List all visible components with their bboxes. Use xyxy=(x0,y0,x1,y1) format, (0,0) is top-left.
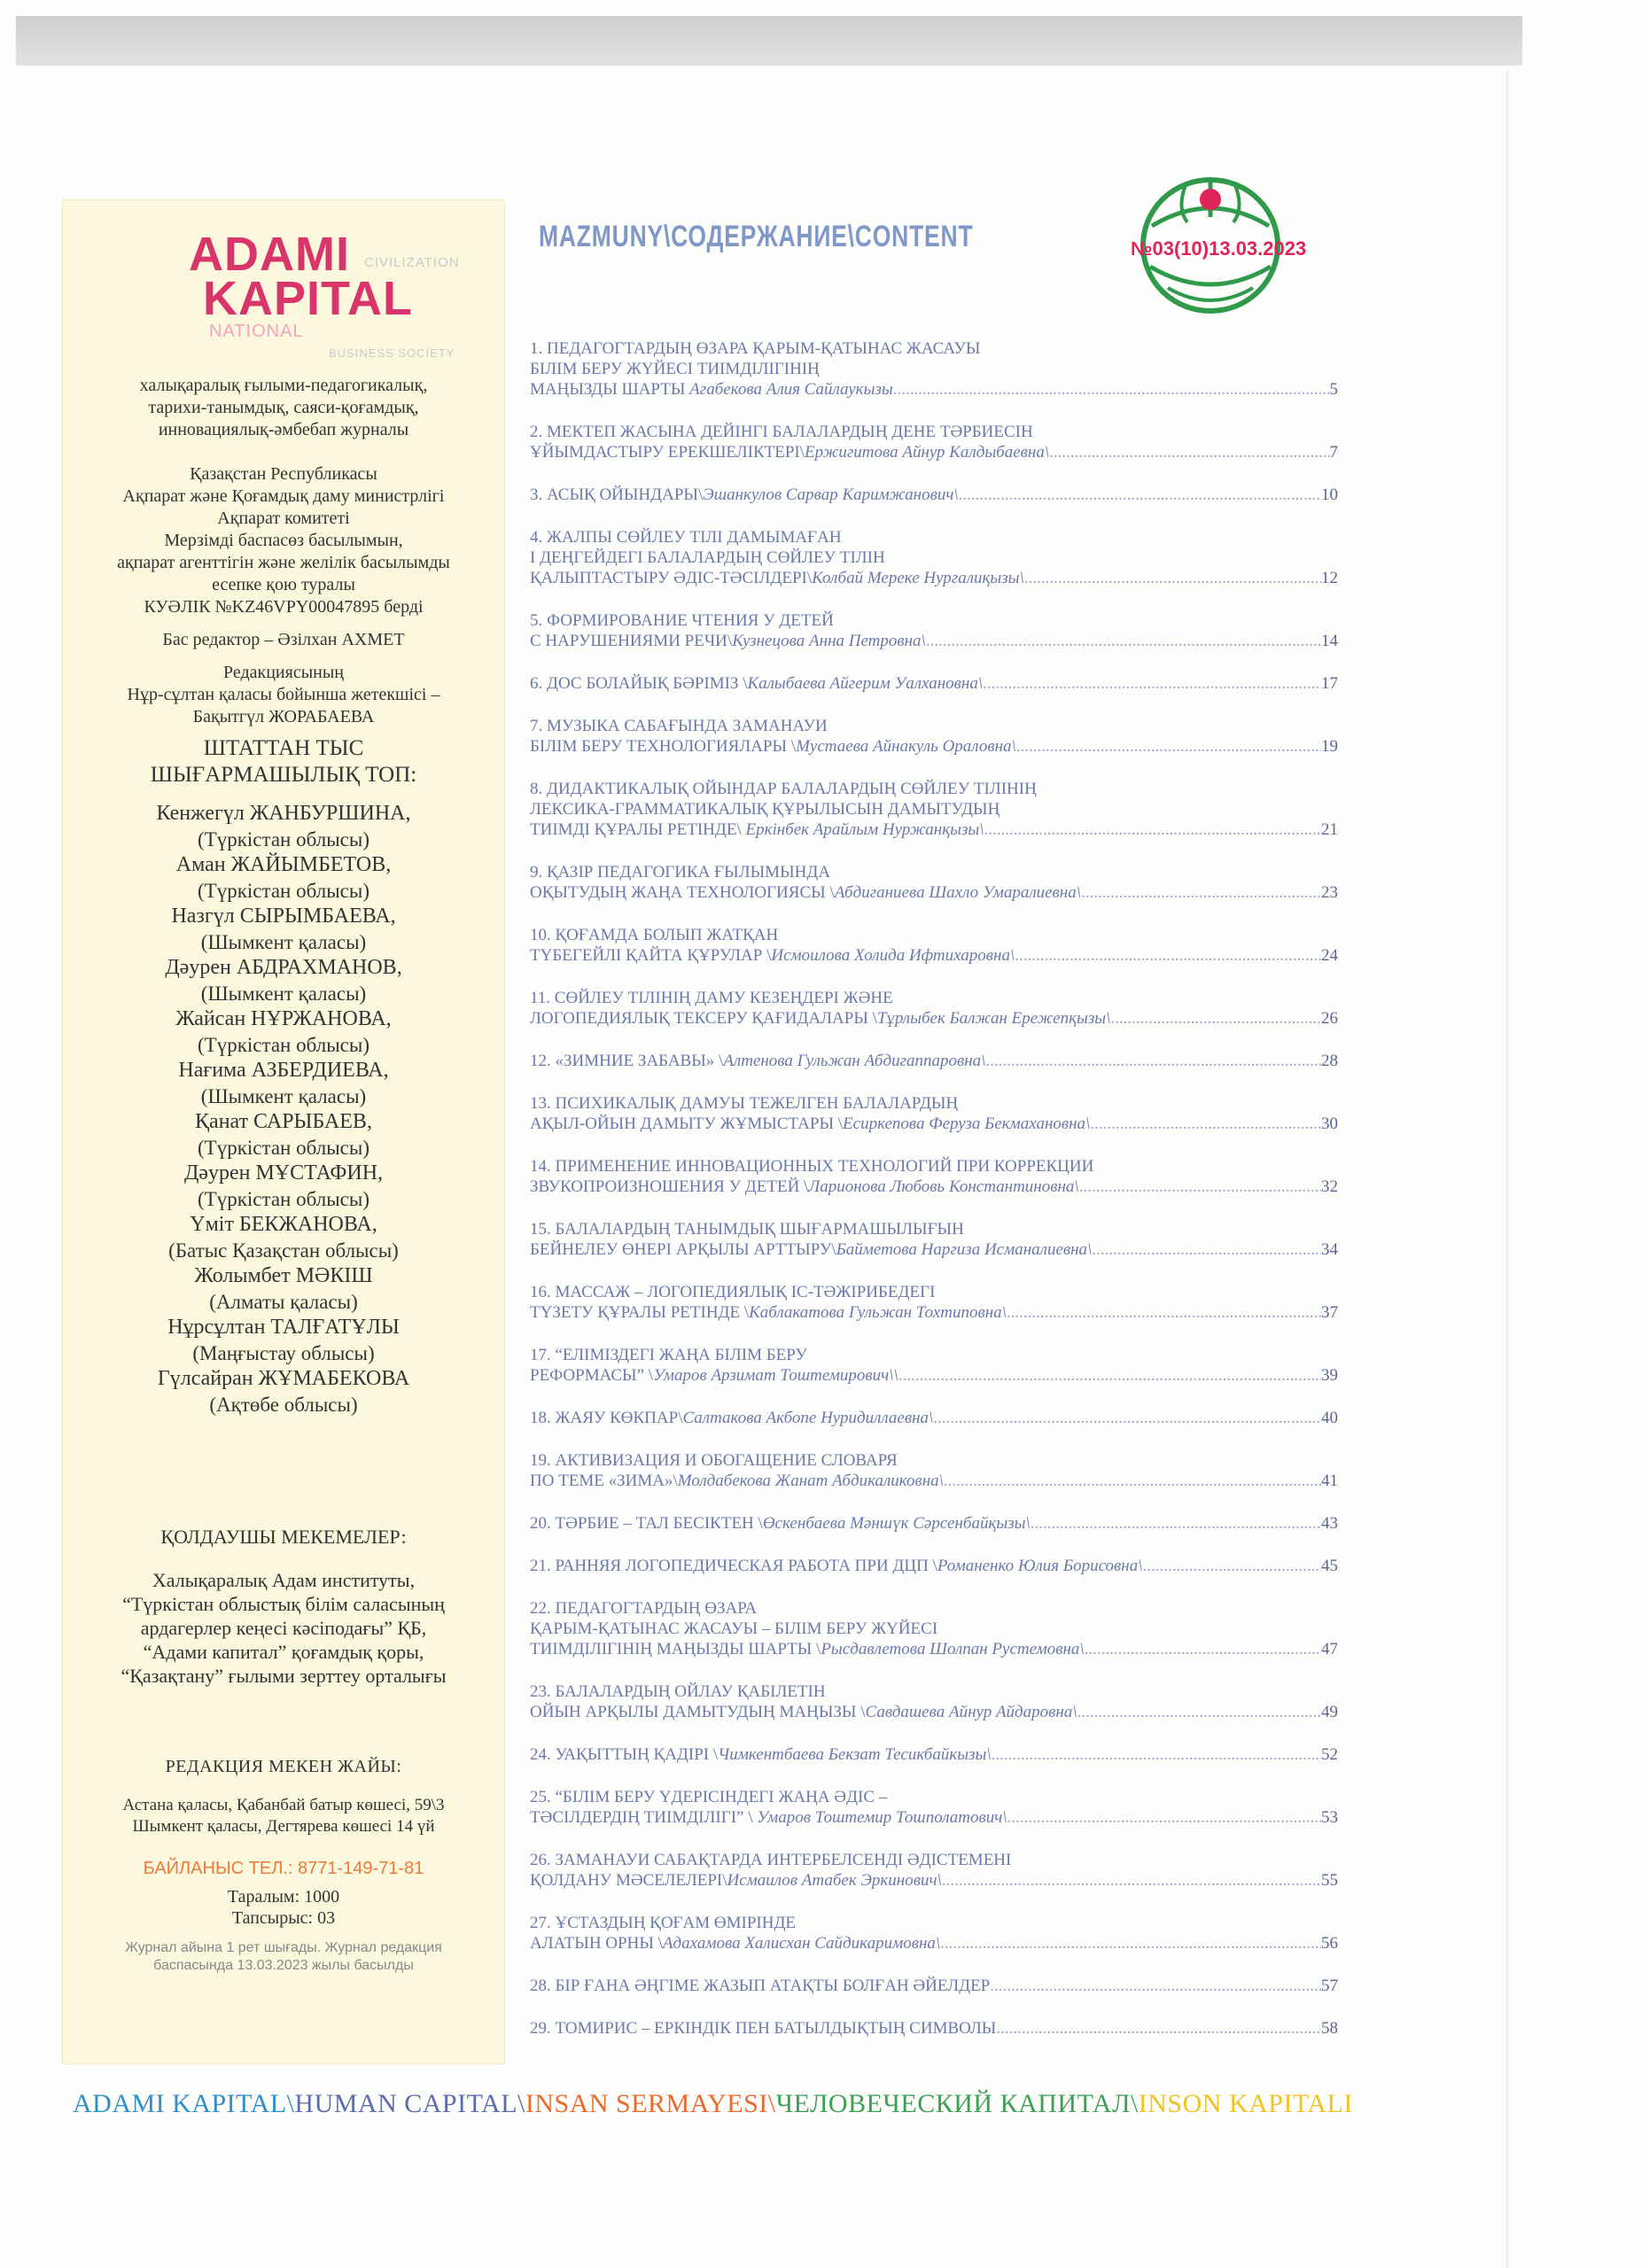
toc-leader-dots xyxy=(1143,1556,1322,1576)
toc-leader-dots xyxy=(996,2018,1321,2039)
toc-page-number: 12 xyxy=(1321,569,1338,587)
toc-leader-dots xyxy=(985,1051,1321,1071)
toc-title-end: 24. УАҚЫТТЫҢ ҚАДІРІ \ xyxy=(530,1745,719,1764)
toc-title-line: 27. ҰСТАЗДЫҢ ҚОҒАМ ӨМІРІНДЕ xyxy=(530,1914,797,1932)
toc-page-number: 10 xyxy=(1321,485,1338,504)
member-region: (Маңғыстау облысы) xyxy=(192,1342,375,1364)
toc-page-number: 55 xyxy=(1321,1871,1338,1890)
logo-adami: ADAMI xyxy=(189,228,350,281)
member-name: Назгүл СЫРЫМБАЕВА, xyxy=(171,905,396,928)
ministry-line: Қазақстан Республикасы xyxy=(190,464,377,484)
toc-leader-dots xyxy=(1092,1239,1321,1260)
member-name: Дәурен МҰСТАФИН, xyxy=(183,1161,384,1184)
member-region: (Түркістан облысы) xyxy=(198,880,369,902)
toc-final-line xyxy=(530,1702,1338,1722)
toc-author: Ержигитова Айнур Калдыбаевна\ xyxy=(805,443,1050,462)
ministry-line: ақпарат агенттігін және желілік басылымды xyxy=(117,553,450,572)
toc-entry[interactable] xyxy=(530,1976,1338,1996)
member-name: Қанат САРЫБАЕВ, xyxy=(195,1110,372,1133)
toc-page-number: 21 xyxy=(1321,820,1338,839)
representative-line: Редакциясының xyxy=(222,663,344,682)
toc-author: Калыбаева Айгерим Уалхановна\ xyxy=(747,674,984,693)
toc-title-end: ТИІМДІЛІГІНІҢ МАҢЫЗДЫ ШАРТЫ \ xyxy=(530,1640,821,1658)
supporter-line: “Қазақтану” ғылыми зерттеу орталығы xyxy=(121,1665,447,1687)
representative-line: Нұр-сұлтан қаласы бойынша жетекшісі – xyxy=(127,685,440,704)
toc-title-end: 28. БІР ҒАНА ӘҢГІМЕ ЖАЗЫП АТАҚТЫ БОЛҒАН ӘЙЕЛДЕР xyxy=(530,1977,991,1995)
group-title-line: ШЫҒАРМАШЫЛЫҚ ТОП: xyxy=(150,763,417,787)
creative-group-title xyxy=(63,735,504,788)
toc-entry[interactable] xyxy=(530,1913,1338,1953)
toc-page-number: 37 xyxy=(1321,1303,1338,1322)
member-region: (Алматы қаласы) xyxy=(209,1291,358,1313)
member-name: Жайсан НҰРЖАНОВА, xyxy=(175,1007,392,1030)
publication-note xyxy=(63,1939,504,1975)
toc-page-number: 34 xyxy=(1321,1240,1338,1259)
toc-author: Каблакатова Гульжан Тохтиповна\ xyxy=(749,1303,1007,1322)
supporter-line: “Адами капитал” қоғамдық қоры, xyxy=(143,1641,424,1663)
toc-final-line xyxy=(530,1177,1338,1197)
toc-leader-dots xyxy=(926,631,1321,651)
address-line: Астана қаласы, Қабанбай батыр көшесі, 59\3 xyxy=(122,1796,445,1814)
toc-final-line xyxy=(530,1051,1338,1071)
member-region: (Түркістан облысы) xyxy=(198,828,369,850)
note-line: Журнал айына 1 рет шығады. Журнал редакция xyxy=(125,1940,442,1955)
toc-title-line: 2. МЕКТЕП ЖАСЫНА ДЕЙІНГІ БАЛАЛАРДЫҢ ДЕНЕ ТӘРБИЕСІН xyxy=(530,423,1033,441)
footer-segment: ADAMI KAPITAL\ xyxy=(73,2089,295,2118)
journal-description xyxy=(63,375,504,441)
supporters-title: ҚОЛДАУШЫ МЕКЕМЕЛЕР: xyxy=(160,1526,407,1548)
toc-final-line xyxy=(530,1976,1338,1996)
toc-page-number: 28 xyxy=(1321,1052,1338,1070)
address-line: Шымкент қаласы, Дегтярева көшесі 14 үй xyxy=(132,1817,435,1836)
toc-author: Умаров Тоштемир Тошполатович\ xyxy=(757,1808,1007,1827)
member-region: (Батыс Қазақстан облысы) xyxy=(168,1239,399,1262)
toc-final-line xyxy=(530,568,1338,588)
footer-segment: INSAN SERMAYESI\ xyxy=(525,2089,776,2118)
toc-title-line: 8. ДИДАКТИКАЛЫҚ ОЙЫНДАР БАЛАЛАРДЫҢ СӨЙЛЕУ ТІЛІНІҢ xyxy=(530,780,1037,798)
toc-entry[interactable] xyxy=(530,610,1338,651)
circulation: Таралым: 1000 xyxy=(227,1887,340,1907)
toc-title-end: 6. ДОС БОЛАЙЫҚ БӘРІМІЗ \ xyxy=(530,674,748,693)
toc-author: Умаров Арзимат Тоштемирович\\ xyxy=(653,1366,898,1385)
toc-title-line: 16. МАССАЖ – ЛОГОПЕДИЯЛЫҚ ІС-ТӘЖІРИБЕДЕГІ xyxy=(530,1283,936,1301)
toc-author: Исмаилов Атабек Эркинович\ xyxy=(727,1871,942,1890)
toc-entry[interactable] xyxy=(530,1450,1338,1491)
toc-title-end: ҚАЛЫПТАСТЫРУ ӘДІС-ТӘСІЛДЕРІ\ xyxy=(530,569,813,587)
toc-title-line: 5. ФОРМИРОВАНИЕ ЧТЕНИЯ У ДЕТЕЙ xyxy=(530,611,834,630)
toc-entry[interactable] xyxy=(530,1850,1338,1891)
toc-title-end: ТҮБЕГЕЙЛІ ҚАЙТА ҚҰРУЛАР \ xyxy=(530,946,772,965)
toc-title-line: 13. ПСИХИКАЛЫҚ ДАМУЫ ТЕЖЕЛГЕН БАЛАЛАРДЫҢ xyxy=(530,1094,959,1113)
toc-author: Мустаева Айнакуль Ораловна\ xyxy=(796,737,1016,756)
supporter-line: Халықаралық Адам институты, xyxy=(152,1569,416,1591)
toc-final-line xyxy=(530,2018,1338,2039)
logo-civilization: CIVILIZATION xyxy=(364,255,460,270)
contents-heading: MAZMUNY\СОДЕРЖАНИЕ\CONTENT xyxy=(539,220,974,253)
toc-author: Агабекова Алия Сайлаукызы xyxy=(689,380,893,399)
toc-leader-dots xyxy=(944,1471,1321,1491)
toc-leader-dots xyxy=(1049,442,1329,462)
toc-title-end: ТҮЗЕТУ ҚҰРАЛЫ РЕТІНДЕ \ xyxy=(530,1303,750,1322)
toc-title-line: 10. ҚОҒАМДА БОЛЫП ЖАТҚАН xyxy=(530,926,779,944)
toc-page-number: 30 xyxy=(1321,1115,1338,1133)
toc-title-line: 19. АКТИВИЗАЦИЯ И ОБОГАЩЕНИЕ СЛОВАРЯ xyxy=(530,1451,898,1470)
sidebar xyxy=(62,199,505,2064)
toc-final-line xyxy=(530,1471,1338,1491)
toc-title-line: 4. ЖАЛПЫ СӨЙЛЕУ ТІЛІ ДАМЫМАҒАН xyxy=(530,528,842,547)
toc-page-number: 57 xyxy=(1321,1977,1338,1995)
representative-line: Бақытгүл ЖОРАБАЕВА xyxy=(192,707,375,726)
toc-final-line xyxy=(530,1408,1338,1428)
toc-page-number: 41 xyxy=(1321,1472,1338,1490)
toc-entry[interactable] xyxy=(530,988,1338,1029)
scan-border xyxy=(16,16,1522,66)
toc-title-line: ҚАРЫМ-ҚАТЫНАС ЖАСАУЫ – БІЛІМ БЕРУ ЖҮЙЕСІ xyxy=(530,1619,938,1638)
toc-page-number: 14 xyxy=(1321,632,1338,650)
toc-page-number: 17 xyxy=(1321,674,1338,693)
toc-entry[interactable] xyxy=(530,1744,1338,1765)
toc-page-number: 58 xyxy=(1321,2019,1338,2038)
member-region: (Шымкент қаласы) xyxy=(200,931,367,953)
toc-final-line xyxy=(530,1870,1338,1891)
toc-final-line xyxy=(530,631,1338,651)
toc-title-end: 18. ЖАЯУ КӨКПАР\ xyxy=(530,1409,683,1427)
toc-title-line: 15. БАЛАЛАРДЫҢ ТАНЫМДЫҚ ШЫҒАРМАШЫЛЫҒЫН xyxy=(530,1220,964,1239)
toc-author: Адахамова Халисхан Сайдикаримовна\ xyxy=(662,1934,941,1953)
journal-description-line: тарихи-танымдық, саяси-қоғамдық, xyxy=(148,398,419,417)
toc-final-line xyxy=(530,819,1338,840)
toc-leader-dots xyxy=(1007,1302,1321,1323)
journal-logo xyxy=(63,200,504,364)
note-line: баспасында 13.03.2023 жылы басылды xyxy=(153,1958,414,1973)
journal-description-line: халықаралық ғылыми-педагогикалық, xyxy=(139,376,428,395)
member-name: Дәурен АБДРАХМАНОВ, xyxy=(165,956,402,979)
toc-entry[interactable] xyxy=(530,1093,1338,1134)
toc-entry[interactable] xyxy=(530,779,1338,840)
toc-final-line xyxy=(530,945,1338,966)
toc-author: Өскенбаева Мәншүк Сәрсенбайқызы\ xyxy=(762,1514,1031,1533)
toc-page-number: 40 xyxy=(1321,1409,1338,1427)
toc-author: Исмоилова Холида Ифтихаровна\ xyxy=(771,946,1015,965)
footer-segment: HUMAN CAPITAL\ xyxy=(294,2089,525,2118)
toc-entry[interactable] xyxy=(530,1408,1338,1428)
toc-entry[interactable] xyxy=(530,925,1338,966)
toc-final-line xyxy=(530,1639,1338,1659)
toc-title-end: 29. ТОМИРИС – ЕРКІНДІК ПЕН БАТЫЛДЫҚТЫҢ СИМВОЛЫ xyxy=(530,2019,997,2038)
member-region: (Түркістан облысы) xyxy=(198,1188,369,1210)
toc-title-end: 3. АСЫҚ ОЙЫНДАРЫ\ xyxy=(530,485,704,504)
member-name: Үміт БЕКЖАНОВА, xyxy=(190,1213,377,1236)
member-name: Гүлсайран ЖҰМАБЕКОВА xyxy=(157,1367,410,1390)
creative-group-members xyxy=(63,801,504,1418)
regional-representative xyxy=(63,662,504,728)
toc-page-number: 39 xyxy=(1321,1366,1338,1385)
toc-author: Савдашева Айнур Айдаровна\ xyxy=(865,1703,1077,1721)
toc-title-line: 26. ЗАМАНАУИ САБАҚТАРДА ИНТЕРБЕЛСЕНДІ ӘДІСТЕМЕНІ xyxy=(530,1851,1012,1869)
toc-author: Алтенова Гульжан Абдигаппаровна\ xyxy=(723,1052,986,1070)
toc-title-end: ОЙЫН АРҚЫЛЫ ДАМЫТУДЫҢ МАҢЫЗЫ \ xyxy=(530,1703,866,1721)
toc-leader-dots xyxy=(1110,1008,1321,1029)
toc-page-number: 5 xyxy=(1329,380,1338,399)
member-region: (Ақтөбе облысы) xyxy=(209,1394,358,1416)
toc-leader-dots xyxy=(1090,1114,1321,1134)
ministry-registration xyxy=(63,463,504,618)
toc-page-number: 19 xyxy=(1321,737,1338,756)
toc-leader-dots xyxy=(893,379,1330,400)
toc-final-line xyxy=(530,736,1338,757)
footer-segment: INSON KAPITALI xyxy=(1138,2089,1353,2118)
toc-title-line: 7. МУЗЫКА САБАҒЫНДА ЗАМАНАУИ xyxy=(530,717,828,735)
toc-title-end: ОҚЫТУДЫҢ ЖАҢА ТЕХНОЛОГИЯСЫ \ xyxy=(530,883,835,902)
member-name: Нағима АЗБЕРДИЕВА, xyxy=(178,1059,389,1082)
contact-phone: БАЙЛАНЫС ТЕЛ.: 8771-149-71-81 xyxy=(143,1859,424,1878)
logo-national: NATIONAL xyxy=(209,322,304,341)
toc-title-line: 14. ПРИМЕНЕНИЕ ИННОВАЦИОННЫХ ТЕХНОЛОГИЙ ПРИ КОРРЕКЦИИ xyxy=(530,1157,1094,1176)
toc-leader-dots xyxy=(983,673,1321,694)
toc-leader-dots xyxy=(942,1870,1321,1891)
toc-title-line: 22. ПЕДАГОГТАРДЫҢ ӨЗАРА xyxy=(530,1599,758,1618)
toc-title-end: ЛОГОПЕДИЯЛЫҚ ТЕКСЕРУ ҚАҒИДАЛАРЫ \ xyxy=(530,1009,877,1028)
toc-title-end: РЕФОРМАСЫ” \ xyxy=(530,1366,654,1385)
group-title-line: ШТАТТАН ТЫС xyxy=(203,736,364,760)
member-region: (Шымкент қаласы) xyxy=(200,1085,367,1107)
toc-page-number: 32 xyxy=(1321,1177,1338,1196)
toc-title-end: С НАРУШЕНИЯМИ РЕЧИ\ xyxy=(530,632,733,650)
toc-author: Колбай Мереке Нургалиқызы\ xyxy=(812,569,1024,587)
member-name: Нұрсұлтан ТАЛҒАТҰЛЫ xyxy=(167,1316,400,1339)
footer-segment: ЧЕЛОВЕЧЕСКИЙ КАПИТАЛ\ xyxy=(775,2089,1139,2118)
member-name: Кенжегүл ЖАНБУРШИНА, xyxy=(156,802,411,825)
toc-final-line xyxy=(530,1933,1338,1953)
toc-entry[interactable] xyxy=(530,1598,1338,1659)
toc-title-end: БІЛІМ БЕРУ ТЕХНОЛОГИЯЛАРЫ \ xyxy=(530,737,797,756)
toc-final-line xyxy=(530,1239,1338,1260)
toc-entry[interactable] xyxy=(530,1513,1338,1534)
toc-final-line xyxy=(530,673,1338,694)
toc-leader-dots xyxy=(898,1365,1321,1386)
supporter-line: ардагерлер кеңесі кәсіподағы” ҚБ, xyxy=(140,1617,427,1639)
member-region: (Түркістан облысы) xyxy=(198,1034,369,1056)
toc-title-end: АҚЫЛ-ОЙЫН ДАМЫТУ ЖҰМЫСТАРЫ \ xyxy=(530,1115,844,1133)
toc-title-end: ПО ТЕМЕ «ЗИМА»\ xyxy=(530,1472,678,1490)
ministry-line: есепке қою туралы xyxy=(212,575,355,594)
toc-leader-dots xyxy=(940,1933,1321,1953)
address-title: РЕДАКЦИЯ МЕКЕН ЖАЙЫ: xyxy=(165,1757,402,1776)
toc-leader-dots xyxy=(1015,945,1321,966)
toc-leader-dots xyxy=(1077,1702,1321,1722)
toc-entry[interactable] xyxy=(530,1682,1338,1722)
toc-entry[interactable] xyxy=(530,1282,1338,1323)
order-number: Тапсырыс: 03 xyxy=(231,1908,336,1928)
toc-final-line xyxy=(530,1513,1338,1534)
address-lines xyxy=(63,1795,504,1837)
journal-description-line: инновациялық-әмбебап журналы xyxy=(158,420,409,439)
issue-number: №03(10)13.03.2023 xyxy=(1131,237,1307,260)
toc-title-end: ТИІМДІ ҚҰРАЛЫ РЕТІНДЕ\ xyxy=(530,820,746,839)
toc-title-end: ТӘСІЛДЕРДІҢ ТИІМДІЛІГІ” \ xyxy=(530,1808,758,1827)
logo-kapital: KAPITAL xyxy=(203,272,413,325)
toc-author: Тұрлыбек Балжан Ережепқызы\ xyxy=(876,1009,1111,1028)
toc-entry[interactable] xyxy=(530,1051,1338,1071)
toc-entry[interactable] xyxy=(530,338,1338,400)
toc-leader-dots xyxy=(1031,1513,1321,1534)
member-name: Аман ЖАЙЫМБЕТОВ, xyxy=(175,853,392,876)
footer-banner xyxy=(73,2089,1353,2119)
supporters-list xyxy=(63,1568,504,1688)
toc-leader-dots xyxy=(1079,1177,1321,1197)
toc-title-line: 17. “ЕЛІМІЗДЕГІ ЖАҢА БІЛІМ БЕРУ xyxy=(530,1346,807,1364)
toc-title-end: ҰЙЫМДАСТЫРУ ЕРЕКШЕЛІКТЕРІ\ xyxy=(530,443,805,462)
toc-title-end: ҚОЛДАНУ МӘСЕЛЕЛЕРІ\ xyxy=(530,1871,727,1890)
toc-page-number: 47 xyxy=(1321,1640,1338,1658)
toc-title-line: 9. ҚАЗІР ПЕДАГОГИКА ҒЫЛЫМЫНДА xyxy=(530,863,831,882)
toc-final-line xyxy=(530,1365,1338,1386)
toc-author: Чимкентбаева Бекзат Тесикбайкызы\ xyxy=(718,1745,992,1764)
toc-title-end: АЛАТЫН ОРНЫ \ xyxy=(530,1934,663,1953)
toc-entry[interactable] xyxy=(530,485,1338,505)
toc-final-line xyxy=(530,882,1338,903)
toc-title-line: І ДЕҢГЕЙДЕГІ БАЛАЛАРДЫҢ СӨЙЛЕУ ТІЛІН xyxy=(530,548,885,567)
page-edge xyxy=(1506,71,1508,2268)
toc-entry[interactable] xyxy=(530,1219,1338,1260)
toc-page-number: 53 xyxy=(1321,1808,1338,1827)
toc-entry[interactable] xyxy=(530,716,1338,757)
toc-author: Молдабекова Жанат Абдикаликовна\ xyxy=(677,1472,944,1490)
toc-title-end: 20. ТӘРБИЕ – ТАЛ БЕСІКТЕН \ xyxy=(530,1514,763,1533)
toc-author: Ларионова Любовь Константиновна\ xyxy=(808,1177,1079,1196)
toc-author: Еркінбек Арайлым Нуржанқызы\ xyxy=(745,820,984,839)
toc-leader-dots xyxy=(1085,1639,1321,1659)
toc-title-end: 21. РАННЯЯ ЛОГОПЕДИЧЕСКАЯ РАБОТА ПРИ ДЦП \ xyxy=(530,1557,937,1575)
toc-page-number: 43 xyxy=(1321,1514,1338,1533)
toc-title-end: БЕЙНЕЛЕУ ӨНЕРІ АРҚЫЛЫ АРТТЫРУ\ xyxy=(530,1240,836,1259)
ministry-line: Ақпарат комитеті xyxy=(217,509,350,528)
toc-entry[interactable] xyxy=(530,2018,1338,2039)
supporter-line: “Түркістан облыстық білім саласының xyxy=(122,1593,445,1615)
toc-title-line: БІЛІМ БЕРУ ЖҮЙЕСІ ТИІМДІЛІГІНІҢ xyxy=(530,360,820,378)
toc-final-line xyxy=(530,1008,1338,1029)
toc-leader-dots xyxy=(1024,568,1321,588)
toc-entry[interactable] xyxy=(530,1787,1338,1828)
toc-entry[interactable] xyxy=(530,673,1338,694)
toc-title-line: 11. СӨЙЛЕУ ТІЛІНІҢ ДАМУ КЕЗЕҢДЕРІ ЖӘНЕ xyxy=(530,989,893,1007)
toc-title-end: 12. «ЗИМНИЕ ЗАБАВЫ» \ xyxy=(530,1052,724,1070)
ministry-line: Мерзімді баспасөз басылымын, xyxy=(164,531,403,550)
toc-final-line xyxy=(530,485,1338,505)
logo-business: BUSINESS SOCIETY xyxy=(329,346,455,360)
member-region: (Шымкент қаласы) xyxy=(200,983,367,1005)
toc-entry[interactable] xyxy=(530,862,1338,903)
toc-title-end: ЗВУКОПРОИЗНОШЕНИЯ У ДЕТЕЙ \ xyxy=(530,1177,809,1196)
toc-page-number: 23 xyxy=(1321,883,1338,902)
toc-final-line xyxy=(530,1744,1338,1765)
toc-final-line xyxy=(530,442,1338,462)
toc-author: Кузнецова Анна Петровна\ xyxy=(732,632,926,650)
toc-page-number: 7 xyxy=(1329,443,1338,462)
member-name: Жолымбет МӘКІШ xyxy=(194,1264,373,1287)
toc-page-number: 26 xyxy=(1321,1009,1338,1028)
toc-leader-dots xyxy=(1081,882,1321,903)
toc-final-line xyxy=(530,1807,1338,1828)
toc-title-end: МАҢЫЗДЫ ШАРТЫ xyxy=(530,380,690,399)
toc-final-line xyxy=(530,1556,1338,1576)
toc-author: Абдиганиева Шахло Умаралиевна\ xyxy=(834,883,1082,902)
toc-page-number: 24 xyxy=(1321,946,1338,965)
chief-editor: Бас редактор – Әзілхан АХМЕТ xyxy=(162,630,405,649)
toc-entry[interactable] xyxy=(530,422,1338,462)
ministry-line: КУӘЛІК №KZ46VPY00047895 берді xyxy=(144,597,424,617)
table-of-contents xyxy=(530,338,1338,2061)
toc-leader-dots xyxy=(990,1976,1321,1996)
toc-author: Есиркепова Феруза Бекмахановна\ xyxy=(843,1115,1091,1133)
toc-leader-dots xyxy=(933,1408,1321,1428)
toc-title-line: 25. “БІЛІМ БЕРУ ҮДЕРІСІНДЕГІ ЖАҢА ӘДІС – xyxy=(530,1788,888,1806)
toc-title-line: 23. БАЛАЛАРДЫҢ ОЙЛАУ ҚАБІЛЕТІН xyxy=(530,1682,826,1701)
toc-leader-dots xyxy=(1016,736,1321,757)
toc-page-number: 45 xyxy=(1321,1557,1338,1575)
toc-final-line xyxy=(530,1114,1338,1134)
toc-final-line xyxy=(530,379,1338,400)
toc-leader-dots xyxy=(984,819,1321,840)
toc-author: Эшанкулов Сарвар Каримжанович\ xyxy=(703,485,959,504)
toc-page-number: 56 xyxy=(1321,1934,1338,1953)
ministry-line: Ақпарат және Қоғамдық даму министрлігі xyxy=(122,486,445,506)
toc-entry[interactable] xyxy=(530,527,1338,588)
toc-final-line xyxy=(530,1302,1338,1323)
member-region: (Түркістан облысы) xyxy=(198,1137,369,1159)
toc-title-line: 1. ПЕДАГОГТАРДЫҢ ӨЗАРА ҚАРЫМ-ҚАТЫНАС ЖАСАУЫ xyxy=(530,339,981,358)
toc-author: Салтакова Акбопе Нуридиллаевна\ xyxy=(682,1409,934,1427)
toc-leader-dots xyxy=(1007,1807,1321,1828)
toc-entry[interactable] xyxy=(530,1156,1338,1197)
toc-author: Байметова Наргиза Исманалиевна\ xyxy=(836,1240,1093,1259)
toc-author: Романенко Юлия Борисовна\ xyxy=(937,1557,1143,1575)
toc-author: Рысдавлетова Шолпан Рустемовна\ xyxy=(821,1640,1085,1658)
toc-entry[interactable] xyxy=(530,1345,1338,1386)
toc-page-number: 52 xyxy=(1321,1745,1338,1764)
toc-page-number: 49 xyxy=(1321,1703,1338,1721)
toc-leader-dots xyxy=(959,485,1321,505)
toc-leader-dots xyxy=(992,1744,1321,1765)
toc-title-line: ЛЕКСИКА-ГРАММАТИКАЛЫҚ ҚҰРЫЛЫСЫН ДАМЫТУДЫҢ xyxy=(530,800,1000,819)
toc-entry[interactable] xyxy=(530,1556,1338,1576)
